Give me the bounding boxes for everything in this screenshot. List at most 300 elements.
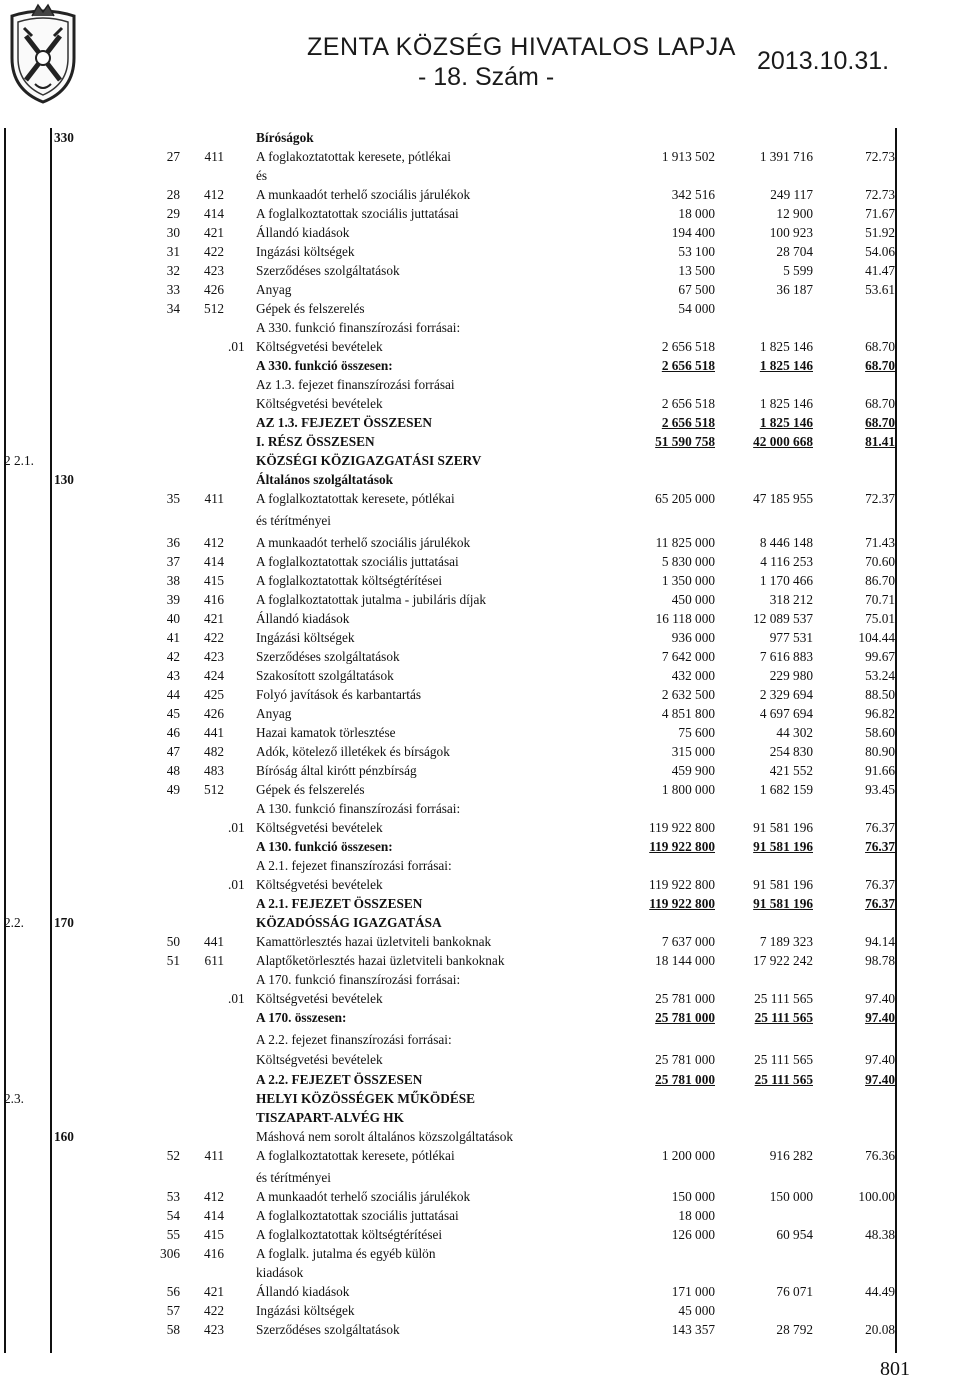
item-title: Gépek és felszerelés — [256, 301, 365, 316]
table-row — [0, 666, 960, 685]
item-title: A 2.2. fejezet finanszírozási forrásai: — [256, 1032, 452, 1047]
row-number: 58 — [166, 1322, 180, 1337]
execution-percent: 53.24 — [865, 668, 895, 683]
function-code: 160 — [54, 1129, 74, 1144]
item-title: Bíróságok — [256, 130, 314, 145]
planned-amount: 315 000 — [671, 744, 715, 759]
table-row — [0, 970, 960, 989]
execution-percent: 51.92 — [865, 225, 895, 240]
execution-percent: 88.50 — [865, 687, 895, 702]
execution-percent: 100.00 — [858, 1189, 895, 1204]
planned-amount: 936 000 — [671, 630, 715, 645]
table-row — [0, 394, 960, 413]
budget-table — [0, 128, 960, 1339]
table-row — [0, 1263, 960, 1282]
item-title: A foglalkoztatottak költségtérítései — [256, 1227, 443, 1242]
planned-amount: 2 656 518 — [661, 415, 715, 430]
executed-amount: 91 581 196 — [753, 839, 813, 854]
execution-percent: 91.66 — [865, 763, 895, 778]
table-row — [0, 511, 960, 533]
executed-amount: 91 581 196 — [753, 877, 813, 892]
economic-code: 412 — [204, 187, 224, 202]
item-title: Ingázási költségek — [256, 630, 355, 645]
economic-code: 426 — [204, 282, 224, 297]
executed-amount: 100 923 — [769, 225, 813, 240]
execution-percent: 72.73 — [865, 187, 895, 202]
table-row — [0, 489, 960, 511]
item-title: Költségvetési bevételek — [256, 991, 383, 1006]
planned-amount: 1 350 000 — [661, 573, 715, 588]
item-title: Hazai kamatok törlesztése — [256, 725, 396, 740]
economic-code: 416 — [204, 1246, 224, 1261]
executed-amount: 1 825 146 — [759, 339, 813, 354]
table-row — [0, 1206, 960, 1225]
planned-amount: 1 800 000 — [661, 782, 715, 797]
planned-amount: 75 600 — [678, 725, 715, 740]
table-row — [0, 647, 960, 666]
executed-amount: 7 189 323 — [759, 934, 813, 949]
item-title: A foglakoztatottak keresete, pótlékai — [256, 149, 451, 164]
execution-percent: 20.08 — [865, 1322, 895, 1337]
section-header-row — [0, 1089, 960, 1108]
economic-code: 421 — [204, 225, 224, 240]
economic-code: 441 — [204, 934, 224, 949]
execution-percent: 68.70 — [865, 415, 895, 430]
planned-amount: 25 781 000 — [655, 1052, 715, 1067]
row-number: 35 — [166, 491, 180, 506]
row-number: 53 — [166, 1189, 180, 1204]
planned-amount: 171 000 — [671, 1284, 715, 1299]
table-row — [0, 723, 960, 742]
table-row — [0, 875, 960, 894]
economic-code: 414 — [204, 554, 224, 569]
executed-amount: 91 581 196 — [753, 896, 813, 911]
planned-amount: 126 000 — [671, 1227, 715, 1242]
economic-code: 414 — [204, 206, 224, 221]
executed-amount: 1 170 466 — [759, 573, 813, 588]
item-title: Gépek és felszerelés — [256, 782, 365, 797]
economic-code: 415 — [204, 1227, 224, 1242]
item-title: HELYI KÖZÖSSÉGEK MŰKÖDÉSE — [256, 1091, 475, 1106]
item-title: Szerződéses szolgáltatások — [256, 1322, 400, 1337]
planned-amount: 119 922 800 — [649, 820, 715, 835]
table-row — [0, 299, 960, 318]
executed-amount: 44 302 — [776, 725, 813, 740]
row-number: 41 — [166, 630, 180, 645]
executed-amount: 318 212 — [769, 592, 813, 607]
row-number: 45 — [166, 706, 180, 721]
table-row — [0, 1320, 960, 1339]
execution-percent: 48.38 — [865, 1227, 895, 1242]
planned-amount: 18 144 000 — [655, 953, 715, 968]
execution-percent: 86.70 — [865, 573, 895, 588]
table-row — [0, 1187, 960, 1206]
execution-percent: 72.37 — [865, 491, 895, 506]
economic-code: 416 — [204, 592, 224, 607]
execution-percent: 71.67 — [865, 206, 895, 221]
row-number: 27 — [166, 149, 180, 164]
economic-code: 512 — [204, 782, 224, 797]
planned-amount: 51 590 758 — [655, 434, 715, 449]
section-header-row — [0, 913, 960, 932]
table-row — [0, 780, 960, 799]
economic-code: 411 — [204, 1148, 224, 1163]
row-number: 43 — [166, 668, 180, 683]
row-number: 33 — [166, 282, 180, 297]
item-title: A munkaadót terhelő szociális járulékok — [256, 1189, 471, 1204]
function-code: 330 — [54, 130, 74, 145]
table-row — [0, 223, 960, 242]
item-title: Bíróság által kirótt pénzbírság — [256, 763, 417, 778]
source-code: .01 — [228, 991, 245, 1006]
planned-amount: 119 922 800 — [649, 896, 715, 911]
item-title: Ingázási költségek — [256, 1303, 355, 1318]
economic-code: 512 — [204, 301, 224, 316]
execution-percent: 53.61 — [865, 282, 895, 297]
execution-percent: 76.37 — [865, 820, 895, 835]
planned-amount: 7 637 000 — [661, 934, 715, 949]
planned-amount: 194 400 — [671, 225, 715, 240]
item-title: Állandó kiadások — [256, 225, 350, 240]
economic-code: 611 — [204, 953, 224, 968]
row-number: 54 — [166, 1208, 180, 1223]
item-title: A foglalk. jutalma és egyéb külön — [256, 1246, 436, 1261]
item-title: A 130. funkció finanszírozási forrásai: — [256, 801, 461, 816]
function-code: 130 — [54, 472, 74, 487]
total-row — [0, 894, 960, 913]
section-code: 2 2.1. — [4, 453, 34, 468]
item-title: Állandó kiadások — [256, 1284, 350, 1299]
economic-code: 423 — [204, 263, 224, 278]
executed-amount: 42 000 668 — [753, 434, 813, 449]
economic-code: 412 — [204, 1189, 224, 1204]
executed-amount: 150 000 — [769, 1189, 813, 1204]
publication-title: ZENTA KÖZSÉG HIVATALOS LAPJA — [307, 33, 736, 61]
economic-code: 483 — [204, 763, 224, 778]
item-title: A foglalkoztatottak szociális juttatásai — [256, 554, 459, 569]
source-code: .01 — [228, 877, 245, 892]
planned-amount: 53 100 — [678, 244, 715, 259]
row-number: 29 — [166, 206, 180, 221]
item-title: A foglalkoztatottak keresete, pótlékai — [256, 491, 455, 506]
item-title: Adók, kötelező illetékek és bírságok — [256, 744, 450, 759]
planned-amount: 119 922 800 — [649, 877, 715, 892]
execution-percent: 44.49 — [865, 1284, 895, 1299]
execution-percent: 97.40 — [865, 1010, 895, 1025]
planned-amount: 150 000 — [671, 1189, 715, 1204]
planned-amount: 18 000 — [678, 206, 715, 221]
economic-code: 411 — [204, 149, 224, 164]
item-title: A munkaadót terhelő szociális járulékok — [256, 187, 471, 202]
total-row — [0, 837, 960, 856]
item-title: A 170. funkció finanszírozási forrásai: — [256, 972, 461, 987]
execution-percent: 68.70 — [865, 396, 895, 411]
executed-amount: 25 111 565 — [754, 991, 813, 1006]
executed-amount: 91 581 196 — [753, 820, 813, 835]
economic-code: 441 — [204, 725, 224, 740]
table-row — [0, 628, 960, 647]
row-number: 34 — [166, 301, 180, 316]
planned-amount: 25 781 000 — [655, 1072, 715, 1087]
section-code: 2.2. — [4, 915, 24, 930]
section-header-row — [0, 451, 960, 470]
publication-date: 2013.10.31. — [757, 47, 890, 75]
executed-amount: 7 616 883 — [759, 649, 813, 664]
row-number: 306 — [160, 1246, 180, 1261]
row-number: 38 — [166, 573, 180, 588]
row-number: 48 — [166, 763, 180, 778]
table-row — [0, 818, 960, 837]
executed-amount: 36 187 — [776, 282, 813, 297]
row-number: 46 — [166, 725, 180, 740]
economic-code: 414 — [204, 1208, 224, 1223]
table-row — [0, 280, 960, 299]
row-number: 51 — [166, 953, 180, 968]
table-row — [0, 185, 960, 204]
table-row — [0, 533, 960, 552]
table-row — [0, 261, 960, 280]
table-row — [0, 552, 960, 571]
planned-amount: 432 000 — [671, 668, 715, 683]
table-row — [0, 704, 960, 723]
execution-percent: 41.47 — [865, 263, 895, 278]
item-title: Kamattörlesztés hazai üzletviteli bankoknak — [256, 934, 492, 949]
executed-amount: 76 071 — [776, 1284, 813, 1299]
execution-percent: 54.06 — [865, 244, 895, 259]
planned-amount: 119 922 800 — [649, 839, 715, 854]
item-title: Ingázási költségek — [256, 244, 355, 259]
row-number: 37 — [166, 554, 180, 569]
executed-amount: 28 792 — [776, 1322, 813, 1337]
table-row — [0, 932, 960, 951]
executed-amount: 1 825 146 — [759, 415, 813, 430]
section-header-row — [0, 470, 960, 489]
executed-amount: 28 704 — [776, 244, 813, 259]
table-row — [0, 204, 960, 223]
economic-code: 425 — [204, 687, 224, 702]
table-row — [0, 1050, 960, 1070]
table-row — [0, 1282, 960, 1301]
executed-amount: 1 391 716 — [759, 149, 813, 164]
row-number: 50 — [166, 934, 180, 949]
execution-percent: 72.73 — [865, 149, 895, 164]
row-number: 44 — [166, 687, 180, 702]
economic-code: 482 — [204, 744, 224, 759]
executed-amount: 25 111 565 — [754, 1010, 813, 1025]
planned-amount: 2 656 518 — [661, 358, 715, 373]
source-code: .01 — [228, 339, 245, 354]
item-title: A foglalkoztatottak jutalma - jubiláris díjak — [256, 592, 487, 607]
row-number: 30 — [166, 225, 180, 240]
execution-percent: 70.71 — [865, 592, 895, 607]
table-row — [0, 685, 960, 704]
execution-percent: 58.60 — [865, 725, 895, 740]
executed-amount: 421 552 — [769, 763, 813, 778]
planned-amount: 13 500 — [678, 263, 715, 278]
executed-amount: 5 599 — [783, 263, 813, 278]
economic-code: 426 — [204, 706, 224, 721]
execution-percent: 97.40 — [865, 1052, 895, 1067]
execution-percent: 68.70 — [865, 339, 895, 354]
economic-code: 412 — [204, 535, 224, 550]
table-row — [0, 166, 960, 185]
total-row — [0, 432, 960, 451]
economic-code: 421 — [204, 611, 224, 626]
section-header-row — [0, 1108, 960, 1127]
item-title: A 130. funkció összesen: — [256, 839, 393, 854]
total-row — [0, 413, 960, 432]
planned-amount: 54 000 — [678, 301, 715, 316]
table-row — [0, 318, 960, 337]
execution-percent: 81.41 — [865, 434, 895, 449]
planned-amount: 1 200 000 — [661, 1148, 715, 1163]
planned-amount: 25 781 000 — [655, 991, 715, 1006]
table-row — [0, 1030, 960, 1050]
item-title: A 2.1. fejezet finanszírozási forrásai: — [256, 858, 452, 873]
execution-percent: 76.37 — [865, 877, 895, 892]
row-number: 39 — [166, 592, 180, 607]
row-number: 57 — [166, 1303, 180, 1318]
row-number: 36 — [166, 535, 180, 550]
table-row — [0, 1168, 960, 1187]
item-title: A 2.2. FEJEZET ÖSSZESEN — [256, 1072, 423, 1087]
planned-amount: 2 656 518 — [661, 339, 715, 354]
planned-amount: 16 118 000 — [655, 611, 715, 626]
item-title: A foglalkoztatottak költségtérítései — [256, 573, 443, 588]
row-number: 55 — [166, 1227, 180, 1242]
item-title: Szerződéses szolgáltatások — [256, 263, 400, 278]
item-title: A foglalkoztatottak szociális juttatásai — [256, 206, 459, 221]
item-title: Folyó javítások és karbantartás — [256, 687, 422, 702]
row-number: 47 — [166, 744, 180, 759]
item-title: Az 1.3. fejezet finanszírozási forrásai — [256, 377, 455, 392]
executed-amount: 47 185 955 — [753, 491, 813, 506]
execution-percent: 104.44 — [858, 630, 895, 645]
economic-code: 422 — [204, 1303, 224, 1318]
execution-percent: 99.67 — [865, 649, 895, 664]
row-number: 52 — [166, 1148, 180, 1163]
planned-amount: 2 632 500 — [661, 687, 715, 702]
item-title: A munkaadót terhelő szociális járulékok — [256, 535, 471, 550]
row-number: 31 — [166, 244, 180, 259]
item-title: Alaptőketörlesztés hazai üzletviteli bankoknak — [256, 953, 505, 968]
row-number: 28 — [166, 187, 180, 202]
table-row — [0, 761, 960, 780]
economic-code: 422 — [204, 630, 224, 645]
table-row — [0, 337, 960, 356]
item-title: I. RÉSZ ÖSSZESEN — [256, 434, 375, 449]
planned-amount: 45 000 — [678, 1303, 715, 1318]
item-title: Általános szolgáltatások — [256, 472, 394, 487]
planned-amount: 5 830 000 — [661, 554, 715, 569]
execution-percent: 76.36 — [865, 1148, 895, 1163]
item-title: A foglalkoztatottak szociális juttatásai — [256, 1208, 459, 1223]
row-number: 42 — [166, 649, 180, 664]
execution-percent: 94.14 — [865, 934, 895, 949]
row-number: 56 — [166, 1284, 180, 1299]
issue-number: - 18. Szám - — [418, 63, 555, 91]
row-number: 40 — [166, 611, 180, 626]
planned-amount: 143 357 — [671, 1322, 715, 1337]
page-header — [0, 0, 960, 120]
executed-amount: 4 697 694 — [759, 706, 813, 721]
item-title: Költségvetési bevételek — [256, 339, 383, 354]
item-title: Máshová nem sorolt általános közszolgáltatások — [256, 1129, 514, 1144]
executed-amount: 2 329 694 — [759, 687, 813, 702]
execution-percent: 71.43 — [865, 535, 895, 550]
planned-amount: 2 656 518 — [661, 396, 715, 411]
item-title: és térítményei — [256, 513, 331, 528]
item-title: A foglalkoztatottak keresete, pótlékai — [256, 1148, 455, 1163]
item-title: Anyag — [256, 282, 292, 297]
table-row — [0, 1301, 960, 1320]
executed-amount: 17 922 242 — [753, 953, 813, 968]
table-row — [0, 242, 960, 261]
item-title: KÖZADÓSSÁG IGAZGATÁSA — [256, 915, 442, 930]
table-row — [0, 1244, 960, 1263]
execution-percent: 96.82 — [865, 706, 895, 721]
economic-code: 421 — [204, 1284, 224, 1299]
economic-code: 423 — [204, 1322, 224, 1337]
item-title: Költségvetési bevételek — [256, 396, 383, 411]
section-code: 2.3. — [4, 1091, 24, 1106]
item-title: A 330. funkció összesen: — [256, 358, 393, 373]
execution-percent: 75.01 — [865, 611, 895, 626]
executed-amount: 1 682 159 — [759, 782, 813, 797]
executed-amount: 25 111 565 — [754, 1072, 813, 1087]
executed-amount: 12 900 — [776, 206, 813, 221]
table-row — [0, 1225, 960, 1244]
table-row — [0, 1146, 960, 1168]
execution-percent: 98.78 — [865, 953, 895, 968]
table-row — [0, 951, 960, 970]
item-title: Költségvetési bevételek — [256, 1052, 383, 1067]
table-row — [0, 590, 960, 609]
row-number: 32 — [166, 263, 180, 278]
coat-of-arms-icon — [2, 2, 84, 106]
function-code: 170 — [54, 915, 74, 930]
item-title: és térítményei — [256, 1170, 331, 1185]
economic-code: 411 — [204, 491, 224, 506]
planned-amount: 11 825 000 — [655, 535, 715, 550]
table-row — [0, 799, 960, 818]
planned-amount: 7 642 000 — [661, 649, 715, 664]
item-title: TISZAPART-ALVÉG HK — [256, 1110, 404, 1125]
executed-amount: 1 825 146 — [759, 358, 813, 373]
page-number: 801 — [880, 1358, 910, 1380]
planned-amount: 4 851 800 — [661, 706, 715, 721]
executed-amount: 60 954 — [776, 1227, 813, 1242]
executed-amount: 916 282 — [769, 1148, 813, 1163]
execution-percent: 93.45 — [865, 782, 895, 797]
item-title: kiadások — [256, 1265, 304, 1280]
row-number: 49 — [166, 782, 180, 797]
table-row — [0, 571, 960, 590]
economic-code: 422 — [204, 244, 224, 259]
total-row — [0, 356, 960, 375]
planned-amount: 18 000 — [678, 1208, 715, 1223]
economic-code: 424 — [204, 668, 224, 683]
item-title: A 170. összesen: — [256, 1010, 347, 1025]
table-row — [0, 609, 960, 628]
planned-amount: 459 900 — [671, 763, 715, 778]
item-title: Szakosított szolgáltatások — [256, 668, 394, 683]
execution-percent: 70.60 — [865, 554, 895, 569]
table-row — [0, 989, 960, 1008]
execution-percent: 68.70 — [865, 358, 895, 373]
planned-amount: 450 000 — [671, 592, 715, 607]
planned-amount: 25 781 000 — [655, 1010, 715, 1025]
